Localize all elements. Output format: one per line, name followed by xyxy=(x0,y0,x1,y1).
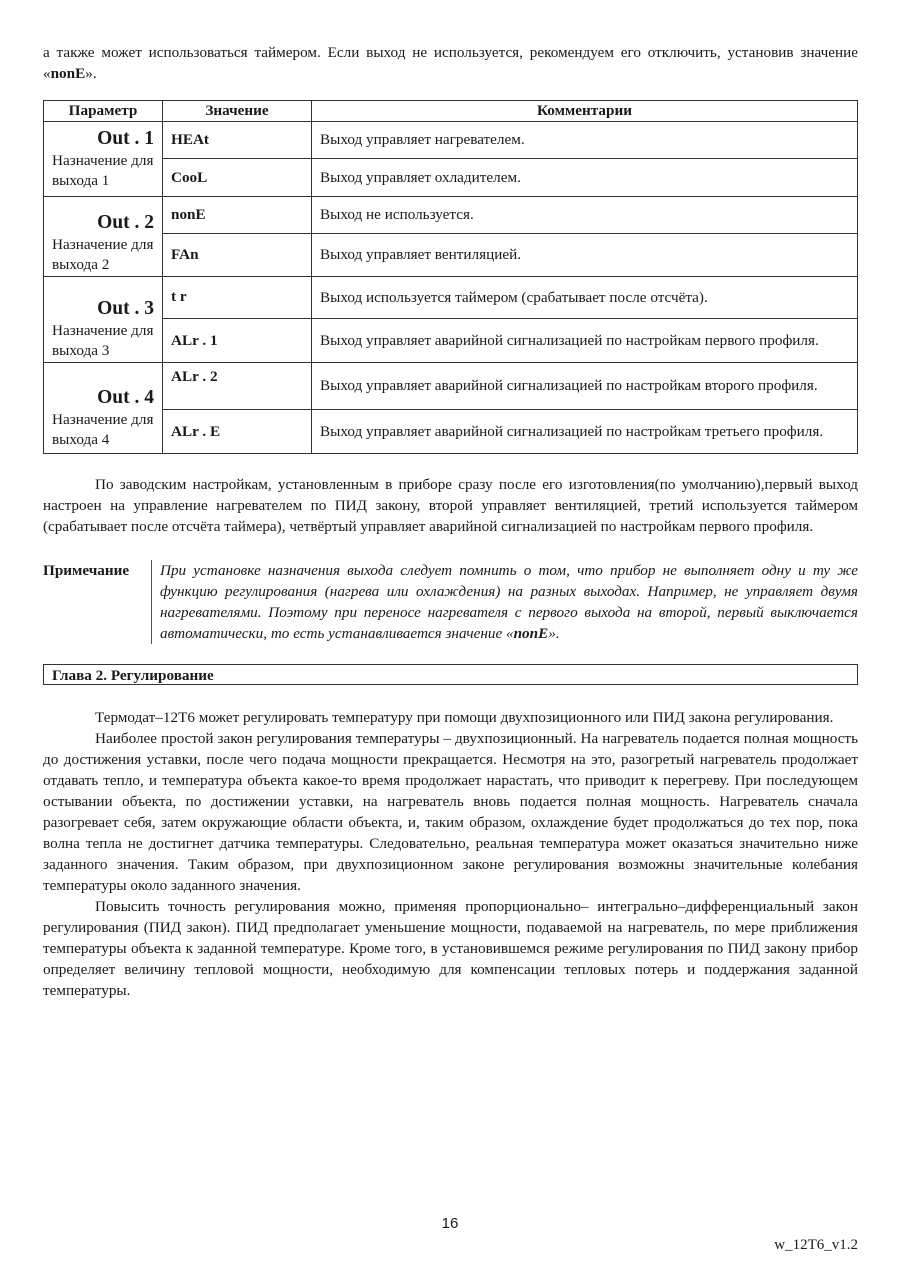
comment-cell: Выход управляет аварийной сигнализацией по настройкам первого профиля. xyxy=(312,319,858,363)
value-cell: ALr . 2 xyxy=(163,363,312,410)
intro-paragraph: а также может использоваться таймером. Если выход не используется, рекомендуем его отключить, установив значение «nonE». xyxy=(43,44,858,82)
document-code: w_12T6_v1.2 xyxy=(774,1237,858,1253)
header-comments: Комментарии xyxy=(312,101,858,122)
header-value: Значение xyxy=(163,101,312,122)
param-out4: Out . 4 Назначение для выхода 4 xyxy=(44,363,163,454)
none-value: nonE xyxy=(50,65,86,82)
table-row xyxy=(44,122,858,159)
comment-cell: Выход управляет нагревателем. xyxy=(312,122,858,159)
defaults-paragraph: По заводским настройкам, установленным в приборе сразу после его изготовления(по умолчанию),первый выход настроен на управление нагревателем по ПИД закону, второй управляет вентиляцией, третий используется таймером (срабатывает после отсчёта таймера), четвёртый управляет аварийной сигнализацией по настройкам первого профиля. xyxy=(43,476,858,535)
comment-cell: Выход используется таймером (срабатывает после отсчёта). xyxy=(312,277,858,319)
param-out2: Out . 2 Назначение для выхода 2 xyxy=(44,197,163,277)
value-cell: ALr . 1 xyxy=(163,319,312,363)
body-paragraph: Наиболее простой закон регулирования температуры – двухпозиционный. На нагреватель подается полная мощность до достижения уставки, после чего подача мощности прекращается. Несмотря на это, разогретый нагреватель продолжает отдавать тепло, и температура объекта какое-то время продолжает нарастать, что приводит к перегреву. При последующем остывании объекта, по достижении уставки, на нагреватель вновь подается полная мощность. Нагреватель сначала разогревает себя, затем окружающие области объекта, и, таким образом, охлаждение будет продолжаться до тех пор, пока волна тепла не достигнет датчика температуры. Следовательно, реальная температура может оказаться значительно ниже заданного значения. Таким образом, при двухпозиционном законе регулирования возможны значительные колебания температуры около заданного значения. xyxy=(43,730,858,894)
document-page xyxy=(43,42,858,1001)
value-cell: HEAt xyxy=(163,122,312,159)
page-number: 16 xyxy=(441,1215,459,1232)
comment-cell: Выход управляет аварийной сигнализацией по настройкам третьего профиля. xyxy=(312,410,858,454)
table-row xyxy=(44,319,858,363)
table-header-row xyxy=(44,101,858,122)
value-cell: ALr . E xyxy=(163,410,312,454)
table-row xyxy=(44,234,858,277)
none-value: nonE xyxy=(513,625,549,642)
comment-cell: Выход управляет аварийной сигнализацией по настройкам второго профиля. xyxy=(312,363,858,410)
comment-cell: Выход управляет вентиляцией. xyxy=(312,234,858,277)
param-out1: Out . 1 Назначение для выхода 1 xyxy=(44,122,163,197)
value-cell: FAn xyxy=(163,234,312,277)
value-cell: nonE xyxy=(163,197,312,234)
param-out3: Out . 3 Назначение для выхода 3 xyxy=(44,277,163,363)
body-paragraph: Термодат–12Т6 может регулировать температуру при помощи двухпозиционного или ПИД закона регулирования. xyxy=(95,709,834,726)
note-block xyxy=(43,560,858,644)
comment-cell: Выход не используется. xyxy=(312,197,858,234)
body-paragraph: Повысить точность регулирования можно, применяя пропорционально– интегрально–дифференциальный закон регулирования (ПИД закон). ПИД предполагает уменьшение мощности, подаваемой на нагреватель, по мере приближения температуры объекта к заданной температуре. Кроме того, в установившемся режиме регулирования по ПИД закону прибор определяет величину тепловой мощности, необходимую для компенсации тепловых потерь и поддержания заданной температуры. xyxy=(43,898,858,999)
note-label: Примечание xyxy=(43,562,130,579)
header-parameter: Параметр xyxy=(44,101,163,122)
output-assignment-table xyxy=(43,100,858,454)
table-row xyxy=(44,197,858,234)
table-row xyxy=(44,363,858,410)
chapter-heading: Глава 2. Регулирование xyxy=(43,664,858,685)
comment-cell: Выход управляет охладителем. xyxy=(312,159,858,197)
value-cell: t r xyxy=(163,277,312,319)
table-row xyxy=(44,159,858,197)
table-row xyxy=(44,277,858,319)
note-text: При установке назначения выхода следует помнить о том, что прибор не выполняет одну и ту же функцию регулирования (нагрева или охлаждения) на разных выходах. Например, не управляет двумя нагревателями. Поэтому при переносе нагревателя с первого выхода на второй, первый выключается автоматически, то есть устанавливается значение «nonE». xyxy=(151,560,858,644)
table-row xyxy=(44,410,858,454)
value-cell: CooL xyxy=(163,159,312,197)
